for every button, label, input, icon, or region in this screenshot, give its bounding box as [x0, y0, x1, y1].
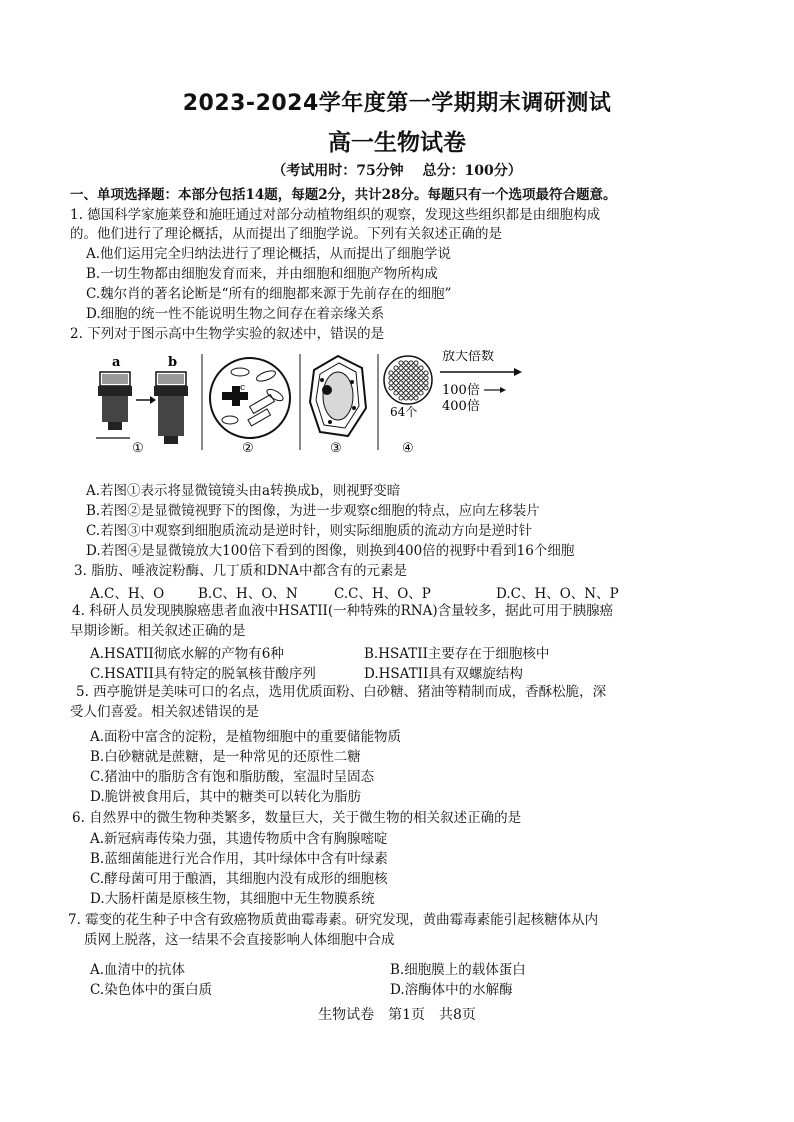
cell-dot	[419, 376, 423, 380]
cell-dot	[399, 391, 403, 395]
q1-option-a: A.他们运用完全归纳法进行了理论概括，从而提出了细胞学说	[86, 246, 452, 262]
cell-dot	[419, 391, 423, 395]
cell-dot	[424, 381, 428, 385]
cell-dot	[404, 381, 408, 385]
q7-option-c: C.染色体中的蛋白质	[90, 982, 213, 998]
cell-dot	[409, 391, 413, 395]
q2-option-d: D.若图④是显微镜放大100倍下看到的图像，则换到400倍的视野中看到16个细胞	[86, 543, 575, 559]
cell-dot	[409, 366, 413, 370]
q2-option-a: A.若图①表示将显微镜镜头由a转换成b，则视野变暗	[86, 483, 401, 499]
cell-dot	[404, 391, 408, 395]
q5-option-a: A.面粉中富含的淀粉，是植物细胞中的重要储能物质	[90, 729, 402, 745]
q6-option-b: B.蓝细菌能进行光合作用，其叶绿体中含有叶绿素	[90, 851, 388, 867]
panel-1-number: ①	[132, 441, 144, 456]
cell-dot	[409, 386, 413, 390]
cell-dot	[414, 371, 418, 375]
cell-dot	[424, 371, 428, 375]
cell-dot	[404, 371, 408, 375]
q4-option-a: A.HSATII彻底水解的产物有6种	[90, 646, 284, 662]
cell-dot	[389, 371, 393, 375]
q7-stem-line2: 质网上脱落，这一结果不会直接影响人体细胞中合成	[84, 932, 395, 948]
plant-cell-figure	[310, 356, 366, 456]
cell-dot	[424, 386, 428, 390]
q5-stem-line2: 受人们喜爱。相关叙述错误的是	[70, 704, 259, 720]
q7-option-d: D.溶酶体中的水解酶	[390, 982, 513, 998]
objective-lens-figure	[96, 355, 188, 456]
cell-dot	[414, 391, 418, 395]
cell-dot	[399, 376, 403, 380]
q2-option-c: C.若图③中观察到细胞质流动是逆时针，则实际细胞质的流动方向是逆时针	[86, 523, 533, 539]
q6-stem: 6. 自然界中的微生物种类繁多，数量巨大，关于微生物的相关叙述正确的是	[72, 810, 522, 826]
q6-option-c: C.酵母菌可用于酿酒，其细胞内没有成形的细胞核	[90, 871, 388, 887]
exam-subtitle: 高一生物试卷	[328, 130, 466, 156]
panel-3-number: ③	[330, 441, 342, 456]
q2-figure	[90, 350, 530, 460]
cell-dot	[409, 396, 413, 400]
cell-dot	[394, 371, 398, 375]
cell-dot	[404, 376, 408, 380]
q4-stem-line1: 4. 科研人员发现胰腺癌患者血液中HSATII(一种特殊的RNA)含量较多，据此可用于胰腺癌	[72, 603, 614, 619]
q1-option-b: B.一切生物都由细胞发育而来，并由细胞和细胞产物所构成	[86, 266, 438, 282]
q2-stem: 2. 下列对于图示高中生物学实验的叙述中，错误的是	[70, 326, 385, 342]
q1-option-d: D.细胞的统一性不能说明生物之间存在着亲缘关系	[86, 306, 385, 322]
cell-count-label: 64个	[390, 405, 418, 419]
cell-dot	[399, 361, 403, 365]
lens-label-a: a	[112, 355, 121, 370]
cell-dot	[389, 376, 393, 380]
cell-dot	[424, 376, 428, 380]
cell-dot	[409, 381, 413, 385]
cell-dot	[404, 366, 408, 370]
magnification-title: 放大倍数	[442, 350, 495, 364]
q3-stem: 3. 脂肪、唾液淀粉酶、几丁质和DNA中都含有的元素是	[74, 563, 408, 579]
cell-dot	[414, 381, 418, 385]
q3-option-a: A.C、H、O	[90, 586, 165, 602]
cell-dot	[409, 376, 413, 380]
q4-stem-line2: 早期诊断。相关叙述正确的是	[70, 623, 246, 639]
cell-dot	[394, 391, 398, 395]
cell-dot	[419, 371, 423, 375]
cell-dot	[399, 366, 403, 370]
magnification-400: 400倍	[442, 399, 480, 414]
cell-dot	[419, 386, 423, 390]
q3-option-c: C.C、H、O、P	[334, 586, 431, 602]
q5-stem-line1: 5. 西亭脆饼是美味可口的名点，选用优质面粉、白砂糖、猪油等精制而成，香酥松脆，深	[76, 684, 607, 700]
q5-option-b: B.白砂糖就是蔗糖，是一种常见的还原性二糖	[90, 749, 361, 765]
cell-dot	[389, 386, 393, 390]
cell-dot	[414, 376, 418, 380]
q4-option-b: B.HSATII主要存在于细胞核中	[364, 646, 550, 662]
cell-dot	[414, 361, 418, 365]
q1-option-c: C.魏尔肖的著名论断是“所有的细胞都来源于先前存在的细胞”	[86, 286, 452, 302]
page-footer: 生物试卷 第1页 共8页	[318, 1007, 476, 1023]
cell-dot	[394, 381, 398, 385]
panel-2-number: ②	[242, 441, 254, 456]
cell-dot	[389, 381, 393, 385]
cell-dot	[404, 386, 408, 390]
q3-option-b: B.C、H、O、N	[198, 586, 298, 602]
cell-dot	[394, 366, 398, 370]
cell-dot	[399, 386, 403, 390]
exam-title: 2023-2024学年度第一学期期末调研测试	[182, 91, 612, 116]
q5-option-c: C.猪油中的脂肪含有饱和脂肪酸，室温时呈固态	[90, 769, 375, 785]
magnification-100: 100倍	[442, 383, 480, 398]
q7-option-a: A.血清中的抗体	[90, 962, 186, 978]
cell-dot	[414, 386, 418, 390]
q2-option-b: B.若图②是显微镜视野下的图像，为进一步观察c细胞的特点，应向左移装片	[86, 503, 540, 519]
cell-dot	[414, 366, 418, 370]
cell-dot	[409, 371, 413, 375]
q1-stem-line2: 的。他们进行了理论概括，从而提出了细胞学说。下列有关叙述正确的是	[70, 226, 502, 242]
cell-dot	[404, 361, 408, 365]
cell-dot	[394, 386, 398, 390]
q5-option-d: D.脆饼被食用后，其中的糖类可以转化为脂肪	[90, 789, 362, 805]
cell-dot	[419, 381, 423, 385]
q7-stem-line1: 7. 霉变的花生种子中含有致癌物质黄曲霉毒素。研究发现，黄曲霉毒素能引起核糖体从内	[68, 912, 599, 928]
cell-dot	[399, 396, 403, 400]
cell-dot	[399, 381, 403, 385]
cell-dot	[404, 396, 408, 400]
lens-label-b: b	[168, 355, 178, 370]
cell-count-figure	[384, 350, 522, 456]
cell-dot	[399, 371, 403, 375]
cell-dot	[419, 366, 423, 370]
q3-option-d: D.C、H、O、N、P	[496, 586, 619, 602]
q6-option-a: A.新冠病毒传染力强，其遗传物质中含有胸腺嘧啶	[90, 831, 388, 847]
q6-option-d: D.大肠杆菌是原核生物，其细胞中无生物膜系统	[90, 891, 375, 907]
q1-stem-line1: 1. 德国科学家施莱登和施旺通过对部分动植物组织的观察，发现这些组织都是由细胞构成	[70, 207, 601, 223]
section-heading: 一、单项选择题：本部分包括14题，每题2分，共计28分。每题只有一个选项最符合题意。	[70, 187, 617, 203]
q4-option-d: D.HSATII具有双螺旋结构	[364, 666, 523, 682]
panel-4-number: ④	[402, 441, 414, 456]
svg-text:c: c	[240, 383, 246, 393]
cell-dot	[414, 396, 418, 400]
microscope-field-figure	[210, 358, 290, 456]
cell-dot	[409, 361, 413, 365]
exam-meta: （考试用时：75分钟 总分：100分）	[272, 163, 522, 179]
q7-option-b: B.细胞膜上的载体蛋白	[390, 962, 526, 978]
q4-option-c: C.HSATII具有特定的脱氧核苷酸序列	[90, 666, 316, 682]
cell-dot	[394, 376, 398, 380]
